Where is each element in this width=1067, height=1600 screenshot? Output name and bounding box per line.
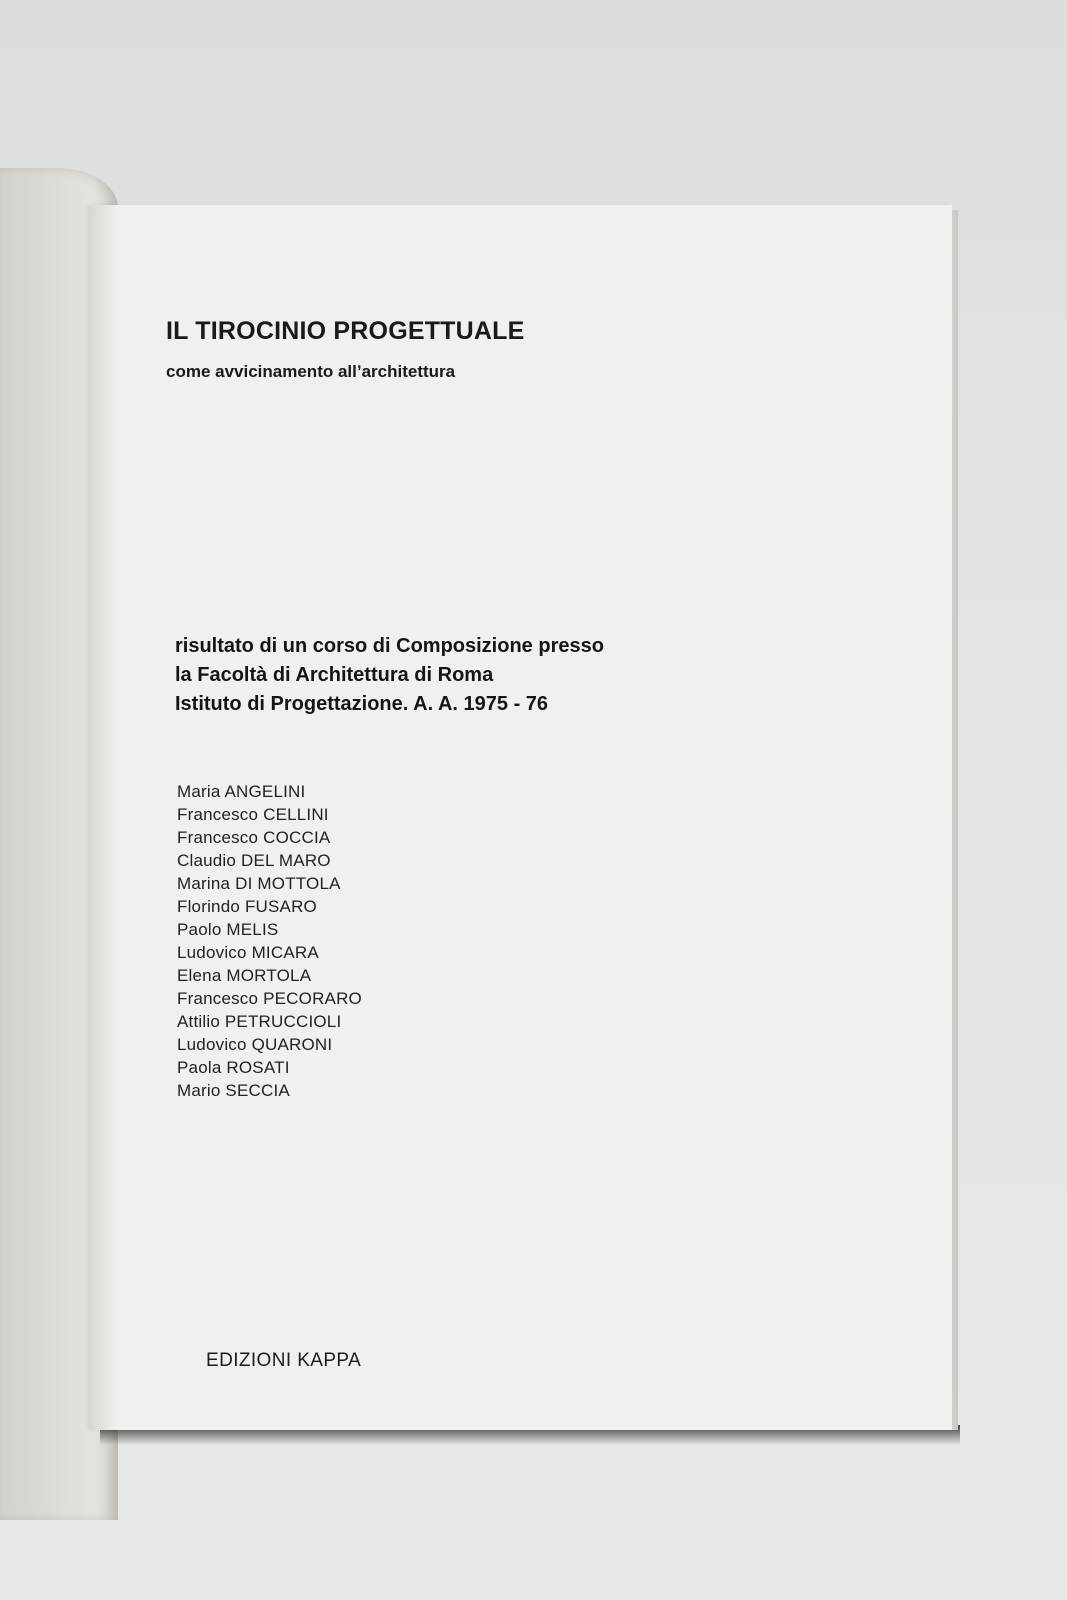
author-name: Ludovico MICARA bbox=[177, 943, 319, 962]
author-name: Attilio PETRUCCIOLI bbox=[177, 1012, 342, 1031]
author-name: Maria ANGELINI bbox=[177, 782, 306, 801]
author-name: Ludovico QUARONI bbox=[177, 1035, 333, 1054]
author-name: Paola ROSATI bbox=[177, 1058, 290, 1077]
description-line: Istituto di Progettazione. A. A. 1975 - 76 bbox=[175, 693, 549, 715]
page-gutter bbox=[90, 205, 118, 1430]
author-name: Mario SECCIA bbox=[177, 1081, 290, 1100]
book-title: IL TIROCINIO PROGETTUALE bbox=[166, 317, 525, 345]
author-name: Elena MORTOLA bbox=[177, 966, 312, 985]
author-name: Claudio DEL MARO bbox=[177, 851, 331, 870]
title-page bbox=[90, 205, 952, 1430]
description-line: la Facoltà di Architettura di Roma bbox=[175, 664, 494, 686]
course-description bbox=[175, 632, 604, 719]
author-name: Francesco COCCIA bbox=[177, 828, 331, 847]
author-name: Marina DI MOTTOLA bbox=[177, 874, 341, 893]
author-name: Paolo MELIS bbox=[177, 920, 279, 939]
author-name: Francesco CELLINI bbox=[177, 805, 329, 824]
description-line: risultato di un corso di Composizione presso bbox=[175, 635, 604, 657]
author-list bbox=[177, 780, 362, 1102]
publisher-name: EDIZIONI KAPPA bbox=[206, 1350, 362, 1371]
author-name: Francesco PECORARO bbox=[177, 989, 362, 1008]
book-subtitle: come avvicinamento all’architettura bbox=[166, 362, 456, 381]
author-name: Florindo FUSARO bbox=[177, 897, 317, 916]
